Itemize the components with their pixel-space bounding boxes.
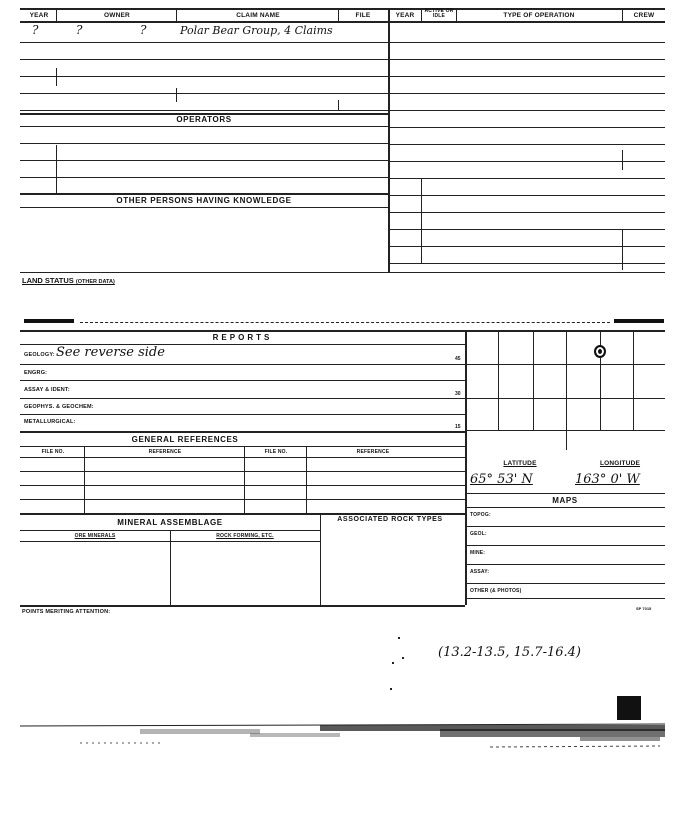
associated-rock-types-heading: ASSOCIATED ROCK TYPES [337,516,443,523]
points-note: (13.2-13.5, 15.7-16.4) [438,645,581,660]
ref-col-reference-2: REFERENCE [356,449,390,455]
scan-speck [390,688,392,690]
maps-heading: MAPS [552,496,578,505]
scan-speck [402,657,404,659]
entry-owner-1: ? [76,23,83,37]
geophys-label: GEOPHYS. & GEOCHEM: [24,404,94,410]
col-year-2: YEAR [395,12,415,19]
latitude-value: 65° 53' N [470,472,533,487]
col-active-idle: ACTIVE OR IDLE [424,8,454,19]
geology-value: See reverse side [56,345,165,360]
location-marker-icon [594,345,606,358]
row-number-30: 30 [455,391,461,397]
longitude-value: 163° 0' W [575,472,640,487]
maps-other-label: OTHER (& PHOTOS) [470,588,522,594]
general-references-heading: GENERAL REFERENCES [131,435,239,444]
maps-assay-label: ASSAY: [470,569,490,575]
scan-noise-band [20,715,665,755]
col-year: YEAR [29,12,49,19]
col-owner: OWNER [104,12,130,19]
geology-label: GEOLOGY: [24,352,55,358]
scan-mark [614,319,664,323]
col-type-of-operation: TYPE OF OPERATION [503,12,575,19]
row-number-45: 45 [455,356,461,362]
metallurgical-label: METALLURGICAL: [24,419,76,425]
operators-heading: OPERATORS [176,115,232,124]
ref-col-reference: REFERENCE [148,449,182,455]
ore-minerals-col: ORE MINERALS [74,533,116,539]
rock-forming-col: ROCK FORMING, ETC. [216,533,274,539]
maps-mine-label: MINE: [470,550,486,556]
col-claim-name: CLAIM NAME [236,12,280,19]
maps-geol-label: GEOL: [470,531,487,537]
entry-year: ? [32,23,39,37]
latitude-label: LATITUDE [503,460,537,467]
mineral-assemblage-heading: MINERAL ASSEMBLAGE [117,518,223,527]
entry-owner-2: ? [140,23,147,37]
maps-topog-label: TOPOG: [470,512,491,518]
land-status-heading: LAND STATUS (OTHER DATA) [22,276,115,285]
points-meriting-label: POINTS MERITING ATTENTION: [22,609,111,615]
col-file: FILE [355,12,371,19]
form-number: SP 7015 [636,606,652,611]
scan-speck [392,662,394,664]
scan-mark [24,319,74,323]
assay-label: ASSAY & IDENT: [24,387,70,393]
col-crew: CREW [633,12,655,19]
engrg-label: ENGRG: [24,370,48,376]
ref-col-file-no-2: FILE NO. [264,449,288,455]
entry-claim-name: Polar Bear Group, 4 Claims [180,24,333,37]
other-persons-heading: OTHER PERSONS HAVING KNOWLEDGE [116,196,292,205]
scan-speck [398,637,400,639]
longitude-label: LONGITUDE [599,460,641,467]
reports-heading: REPORTS [212,333,273,342]
row-number-15: 15 [455,424,461,430]
ref-col-file-no: FILE NO. [41,449,65,455]
